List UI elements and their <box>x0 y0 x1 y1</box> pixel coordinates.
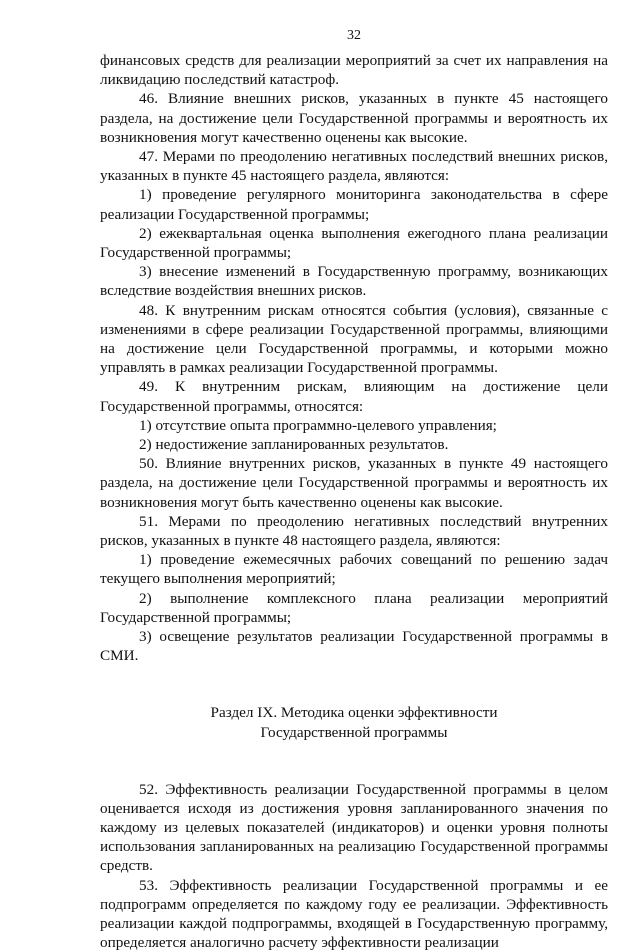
paragraph: 3) внесение изменений в Государственную программу, возникающих вследствие воздействия внешних рисков. <box>100 262 608 300</box>
paragraph: 48. К внутренним рискам относятся события (условия), связанные с изменениями в сфере реализации Государственной программы, влияющими на достижение цели Государственной программы, и которыми можно управлять в рамках реализации Государственной программы. <box>100 301 608 378</box>
paragraph: 52. Эффективность реализации Государственной программы в целом оценивается исходя из достижения уровня запланированного значения по каждому из целевых показателей (индикаторов) и оценки уровня полноты использования запланированных на реализацию Государственной программы средств. <box>100 780 608 876</box>
body-text-after-heading <box>100 780 608 952</box>
body-text-before-heading <box>100 51 608 666</box>
document-page <box>100 27 608 952</box>
section-heading-line-1: Раздел IX. Методика оценки эффективности <box>100 703 608 723</box>
section-heading-line-2: Государственной программы <box>100 723 608 743</box>
paragraph: 2) ежеквартальная оценка выполнения ежегодного плана реализации Государственной программы; <box>100 224 608 262</box>
section-heading <box>100 703 608 743</box>
paragraph: 50. Влияние внутренних рисков, указанных в пункте 49 настоящего раздела, на достижение цели Государственной программы и вероятность их возникновения могут быть качественно оценены как высокие. <box>100 454 608 512</box>
paragraph: 2) выполнение комплексного плана реализации мероприятий Государственной программы; <box>100 589 608 627</box>
paragraph: 3) освещение результатов реализации Государственной программы в СМИ. <box>100 627 608 665</box>
paragraph: 51. Мерами по преодолению негативных последствий внутренних рисков, указанных в пункте 48 настоящего раздела, являются: <box>100 512 608 550</box>
paragraph: 47. Мерами по преодолению негативных последствий внешних рисков, указанных в пункте 45 настоящего раздела, являются: <box>100 147 608 185</box>
paragraph: 1) проведение регулярного мониторинга законодательства в сфере реализации Государственной программы; <box>100 185 608 223</box>
paragraph: 46. Влияние внешних рисков, указанных в пункте 45 настоящего раздела, на достижение цели Государственной программы и вероятность их возникновения могут качественно оценены как высокие. <box>100 89 608 147</box>
paragraph: 2) недостижение запланированных результатов. <box>100 435 608 454</box>
paragraph: 49. К внутренним рискам, влияющим на достижение цели Государственной программы, относятся: <box>100 377 608 415</box>
page-number: 32 <box>100 27 608 45</box>
paragraph: 1) проведение ежемесячных рабочих совещаний по решению задач текущего выполнения мероприятий; <box>100 550 608 588</box>
paragraph: 53. Эффективность реализации Государственной программы и ее подпрограмм определяется по каждому году ее реализации. Эффективность реализации каждой подпрограммы, входящей в Государственную программу, определяется аналогично расчету эффективности реализации <box>100 876 608 952</box>
paragraph: финансовых средств для реализации мероприятий за счет их направления на ликвидацию последствий катастроф. <box>100 51 608 89</box>
paragraph: 1) отсутствие опыта программно-целевого управления; <box>100 416 608 435</box>
